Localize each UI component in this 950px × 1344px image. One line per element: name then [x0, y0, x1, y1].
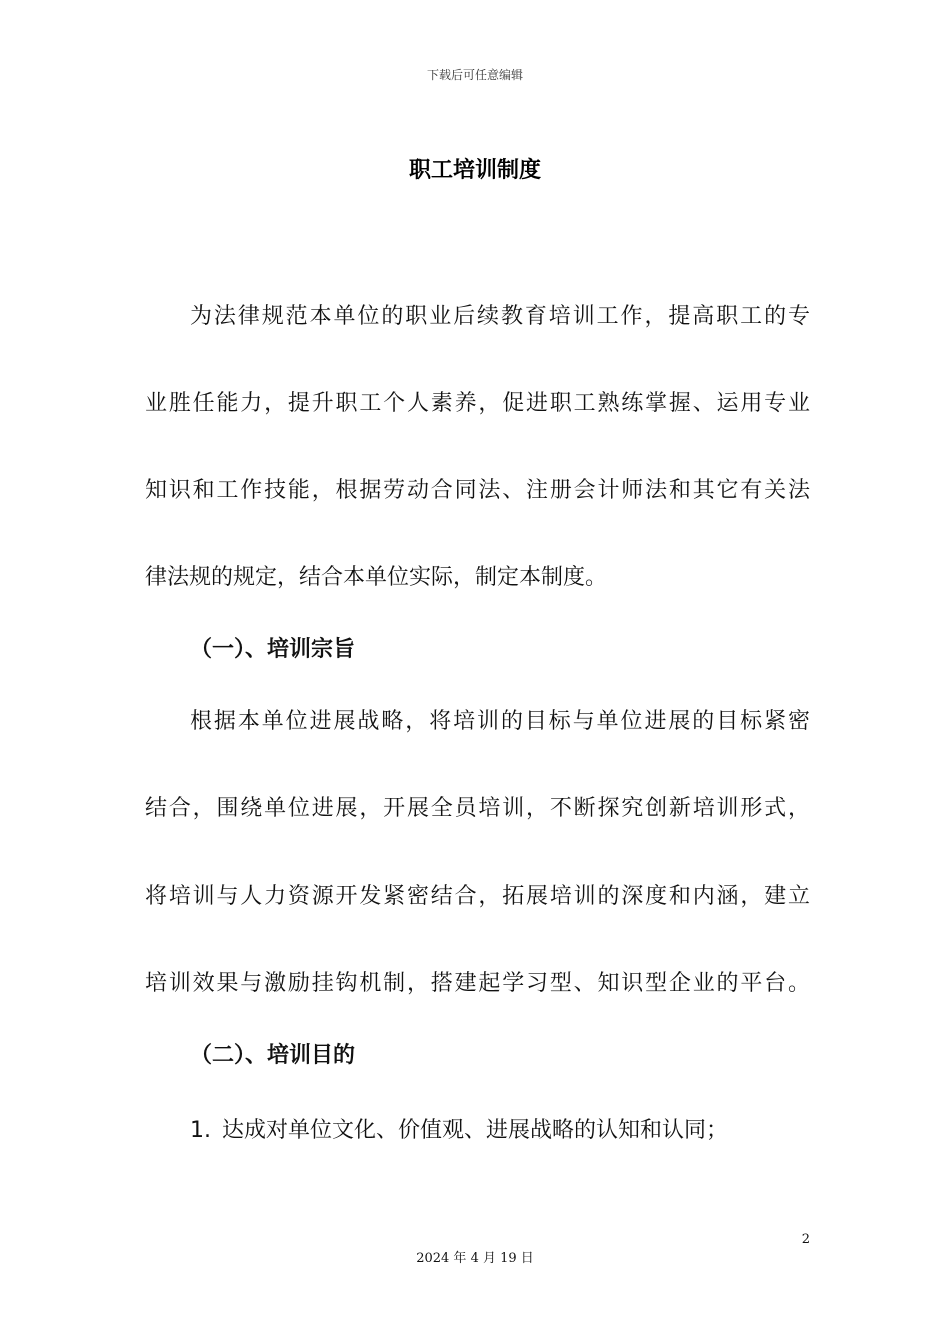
list-item-number: 1. [190, 1118, 211, 1143]
header-note: 下载后可任意编辑 [426, 68, 523, 82]
section-heading: （一）、培训宗旨 [190, 637, 356, 662]
paragraph-line: 为法律规范本单位的职业后续教育培训工作，提高职工的专 [190, 304, 810, 329]
paragraph-line: 知识和工作技能，根据劳动合同法、注册会计师法和其它有关法 [145, 478, 810, 503]
paragraph-line: 根据本单位进展战略，将培训的目标与单位进展的目标紧密 [190, 709, 810, 734]
paragraph-line: 培训效果与激励挂钩机制，搭建起学习型、知识型企业的平台。 [145, 971, 810, 996]
list-item-text: 达成对单位文化、价值观、进展战略的认知和认同； [222, 1118, 729, 1143]
list-item [190, 1116, 728, 1146]
paragraph-line: 将培训与人力资源开发紧密结合，拓展培训的深度和内涵，建立 [145, 884, 810, 909]
section-heading: （二）、培训目的 [190, 1043, 356, 1068]
paragraph-line: 律法规的规定，结合本单位实际，制定本制度。 [145, 565, 608, 590]
footer-date: 2024 年 4 月 19 日 [416, 1251, 534, 1266]
document-title: 职工培训制度 [408, 158, 541, 183]
paragraph-line: 业胜任能力，提升职工个人素养，促进职工熟练掌握、运用专业 [145, 391, 810, 416]
page-number: 2 [801, 1232, 810, 1247]
paragraph-line: 结合，围绕单位进展，开展全员培训，不断探究创新培训形式， [145, 796, 810, 821]
